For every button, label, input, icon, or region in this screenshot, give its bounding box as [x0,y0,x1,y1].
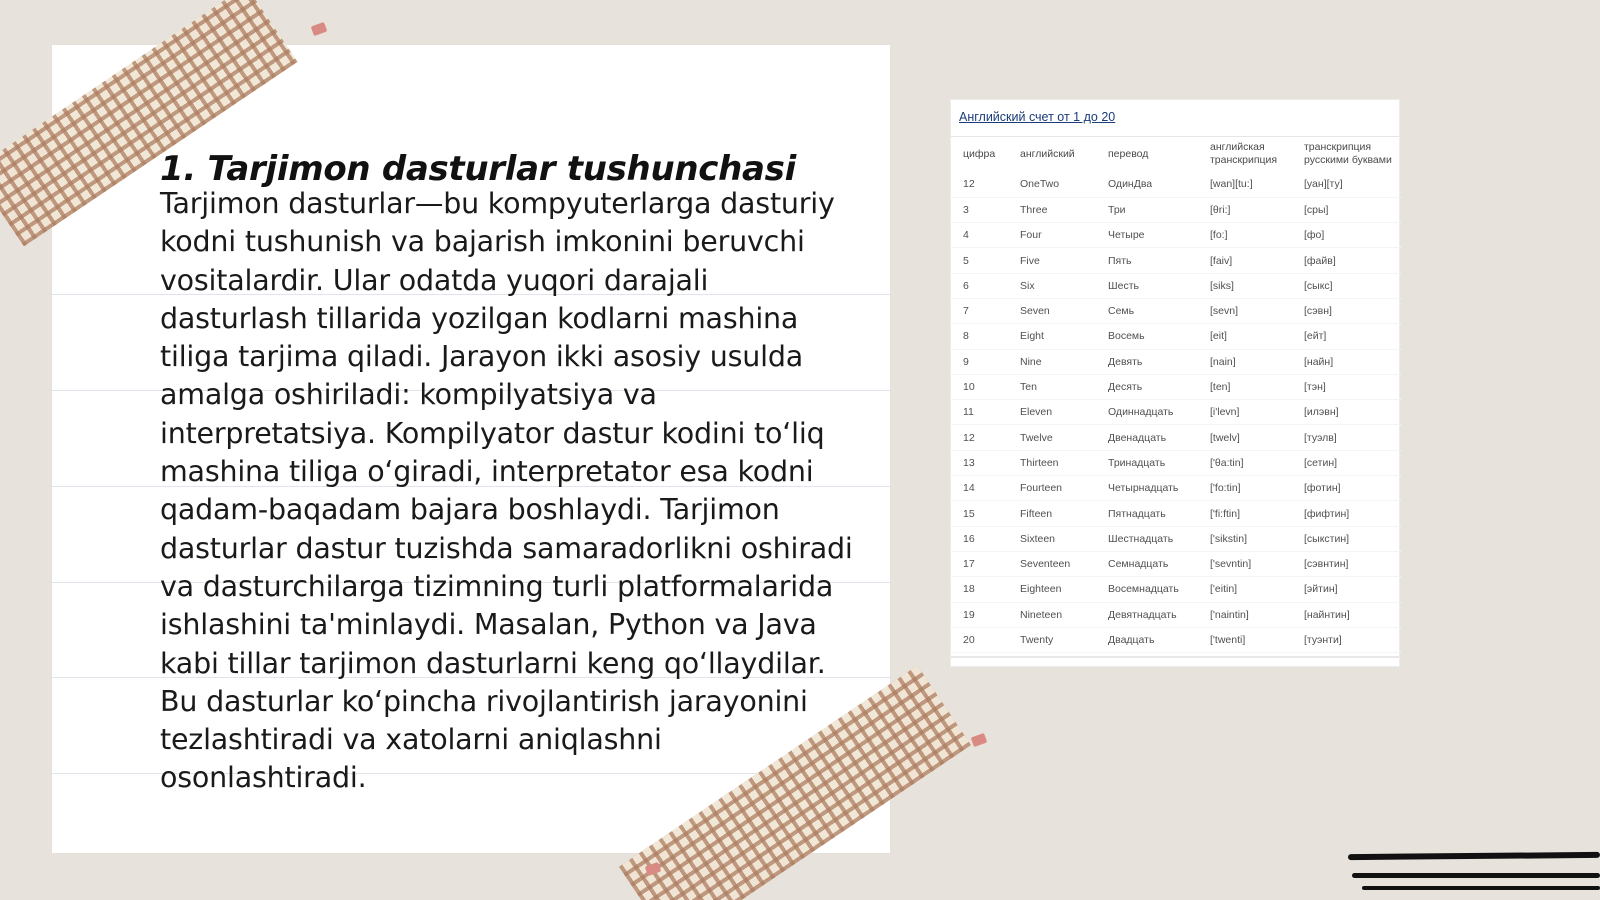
table-cell: 4 [951,223,1008,248]
table-row [951,526,1401,551]
table-row [951,602,1401,627]
table-cell: [фотин] [1292,476,1401,501]
table-cell: 16 [951,526,1008,551]
brush-stroke-decoration [1362,886,1600,890]
table-row [951,450,1401,475]
table-cell: 9 [951,349,1008,374]
table-cell: [ейт] [1292,324,1401,349]
table-cell: Five [1008,248,1096,273]
table-cell: [тэн] [1292,374,1401,399]
table-cell: [сры] [1292,197,1401,222]
table-cell: [фифтин] [1292,501,1401,526]
table-cell: Девятнадцать [1096,602,1198,627]
table-row [951,627,1401,652]
table-cell: [siks] [1198,273,1292,298]
table-cell: ОдинДва [1096,172,1198,197]
table-cell: Тринадцать [1096,450,1198,475]
table-cell: 8 [951,324,1008,349]
table-cell: [файв] [1292,248,1401,273]
table-cell: Ten [1008,374,1096,399]
table-cell: Nineteen [1008,602,1096,627]
table-cell: Двенадцать [1096,425,1198,450]
table-cell: Twelve [1008,425,1096,450]
table-row [951,501,1401,526]
table-cell: Четырнадцать [1096,476,1198,501]
table-cell: Eight [1008,324,1096,349]
table-cell: Eleven [1008,400,1096,425]
table-cell: [сэвн] [1292,298,1401,323]
counting-table-card [950,99,1400,667]
table-cell: Три [1096,197,1198,222]
brush-stroke-decoration [1348,852,1600,860]
table-cell: 13 [951,450,1008,475]
table-cell: 19 [951,602,1008,627]
brush-stroke-decoration [1352,873,1600,878]
table-row [951,577,1401,602]
table-cell: ['eitin] [1198,577,1292,602]
tape-end-decoration [311,22,328,36]
table-cell: 5 [951,248,1008,273]
tape-end-decoration [971,733,988,747]
table-row [951,172,1401,197]
table-cell: ['fo:tin] [1198,476,1292,501]
divider [951,656,1399,658]
table-cell: [eit] [1198,324,1292,349]
table-cell: Four [1008,223,1096,248]
table-cell: [фо] [1292,223,1401,248]
table-cell: [wan][tu:] [1198,172,1292,197]
table-row [951,223,1401,248]
table-cell: [эйтин] [1292,577,1401,602]
table-cell: Fifteen [1008,501,1096,526]
table-cell: 12 [951,425,1008,450]
table-cell: 12 [951,172,1008,197]
table-cell: Seven [1008,298,1096,323]
table-cell: ['twenti] [1198,627,1292,652]
table-cell: [илэвн] [1292,400,1401,425]
column-header: английская транскрипция [1210,141,1278,166]
table-cell: Thirteen [1008,450,1096,475]
table-row [951,298,1401,323]
table-cell: 10 [951,374,1008,399]
table-cell: [туэлв] [1292,425,1401,450]
table-row [951,324,1401,349]
table-cell: [сэвнтин] [1292,551,1401,576]
table-cell: Twenty [1008,627,1096,652]
table-cell: ['naintin] [1198,602,1292,627]
table-cell: [sevn] [1198,298,1292,323]
text-paper-card [52,45,890,853]
slide-title: 1. Tarjimon dasturlar tushunchasi [160,149,796,189]
table-cell: 20 [951,627,1008,652]
table-cell: [туэнти] [1292,627,1401,652]
table-cell: 14 [951,476,1008,501]
table-cell: Sixteen [1008,526,1096,551]
table-heading-link[interactable]: Английский счет от 1 до 20 [959,110,1116,124]
counting-table [951,138,1401,653]
table-row [951,349,1401,374]
table-row [951,551,1401,576]
column-header: транскрипция русскими буквами [1304,141,1392,166]
table-cell: Three [1008,197,1096,222]
table-cell: Шестнадцать [1096,526,1198,551]
table-row [951,400,1401,425]
table-cell: Nine [1008,349,1096,374]
table-cell: [ten] [1198,374,1292,399]
slide-body-text: Tarjimon dasturlar—bu kompyuterlarga dasturiy kodni tushunish va bajarish imkonini beruvchi vositalardir. Ular odatda yuqori darajali dasturlash tillarida yozilgan kodlarni mashina tiliga tarjima qiladi. Jarayon ikki asosiy usulda amalga oshiriladi: kompilyatsiya va interpretatsiya. Kompilyator dastur kodini to‘liq mashina tiliga o‘giradi, interpretator esa kodni qadam-baqadam bajara boshlaydi. Tarjimon dasturlar dastur tuzishda samaradorlikni oshiradi va dasturchilarga tizimning turli platformalarida ishlashini ta'minlaydi. Masalan, Python va Java kabi tillar tarjimon dasturlarni keng qo‘llaydilar. Bu dasturlar ko‘pincha rivojlantirish jarayonini tezlashtiradi va xatolarni aniqlashni osonlashtiradi. [160,187,853,795]
table-cell: 18 [951,577,1008,602]
divider [951,136,1399,137]
table-cell: 11 [951,400,1008,425]
table-cell: [faiv] [1198,248,1292,273]
table-cell: OneTwo [1008,172,1096,197]
table-row [951,197,1401,222]
table-cell: Fourteen [1008,476,1096,501]
table-row [951,425,1401,450]
table-cell: Seventeen [1008,551,1096,576]
table-cell: [twelv] [1198,425,1292,450]
table-cell: [найн] [1292,349,1401,374]
table-cell: Семь [1096,298,1198,323]
table-cell: [сетин] [1292,450,1401,475]
table-cell: Пять [1096,248,1198,273]
table-cell: Семнадцать [1096,551,1198,576]
table-cell: 15 [951,501,1008,526]
table-cell: 3 [951,197,1008,222]
table-header-row [951,138,1401,172]
table-cell: ['sikstin] [1198,526,1292,551]
table-cell: Пятнадцать [1096,501,1198,526]
table-cell: 7 [951,298,1008,323]
table-cell: Четыре [1096,223,1198,248]
table-row [951,248,1401,273]
table-cell: [fo:] [1198,223,1292,248]
table-cell: [найнтин] [1292,602,1401,627]
table-cell: Одиннадцать [1096,400,1198,425]
table-cell: Шесть [1096,273,1198,298]
table-cell: ['fi:ftin] [1198,501,1292,526]
column-header: перевод [1108,147,1149,160]
table-cell: [i'levn] [1198,400,1292,425]
table-cell: [nain] [1198,349,1292,374]
table-cell: Восемнадцать [1096,577,1198,602]
table-cell: 6 [951,273,1008,298]
table-cell: 17 [951,551,1008,576]
column-header: цифра [963,147,996,160]
table-cell: [сыкс] [1292,273,1401,298]
table-row [951,273,1401,298]
table-cell: Eighteen [1008,577,1096,602]
column-header: английский [1020,147,1075,160]
table-cell: Восемь [1096,324,1198,349]
table-cell: Six [1008,273,1096,298]
table-cell: Десять [1096,374,1198,399]
table-cell: ['θa:tin] [1198,450,1292,475]
table-row [951,476,1401,501]
table-cell: ['sevntin] [1198,551,1292,576]
table-cell: [сыкстин] [1292,526,1401,551]
table-cell: [θri:] [1198,197,1292,222]
table-row [951,374,1401,399]
table-cell: Двадцать [1096,627,1198,652]
table-cell: Девять [1096,349,1198,374]
table-cell: [уан][ту] [1292,172,1401,197]
